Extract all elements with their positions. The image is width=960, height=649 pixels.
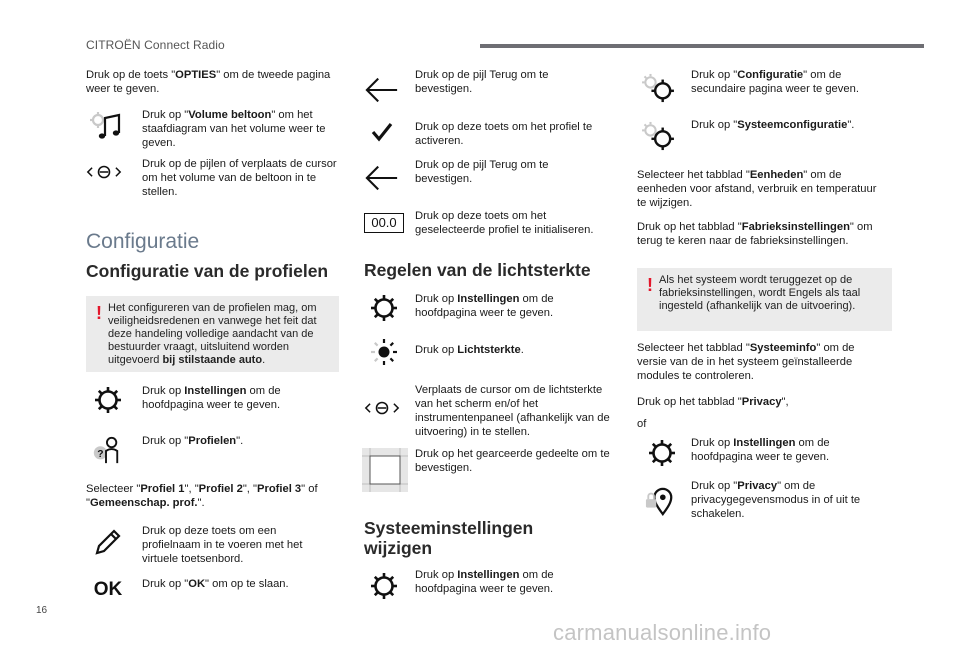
cursor-arrows-icon — [364, 392, 400, 424]
warning-note-text: Als het systeem wordt teruggezet op de fabrieksinstellingen, wordt Engels als taal ingesteld (afhankelijk van de uitvoering). — [659, 274, 861, 312]
ok-step-text: Druk op "OK" om op te slaan. — [142, 578, 289, 590]
back-arrow-icon — [364, 74, 400, 106]
back-confirm-text-2: Druk op de pijl Terug om te bevestigen. — [415, 159, 549, 185]
settings-gear-icon — [366, 570, 402, 602]
privacy-settings-text: Druk op Instellingen om de hoofdpagina weer te geven. — [691, 437, 830, 463]
or-text: of — [637, 418, 647, 430]
configuration-step-text: Druk op "Configuratie" om de secundaire pagina weer te geven. — [691, 69, 859, 95]
system-configuration-text: Druk op "Systeemconfiguratie". — [691, 119, 855, 131]
warning-mark-icon: ! — [647, 275, 653, 295]
subsection-title-brightness: Regelen van de lichtsterkte — [364, 260, 591, 280]
select-profile-text: Selecteer "Profiel 1", "Profiel 2", "Profiel 3" of "Gemeenschap. prof.". — [86, 483, 318, 509]
brightness-settings-text: Druk op Instellingen om de hoofdpagina weer te geven. — [415, 293, 554, 319]
activate-profile-text: Druk op deze toets om het profiel te activeren. — [415, 121, 593, 147]
svg-text:?: ? — [97, 449, 104, 461]
privacy-tab-text: Druk op het tabblad "Privacy", — [637, 396, 789, 408]
configuration-gears-icon — [640, 72, 676, 104]
ringtone-cursor-text: Druk op de pijlen of verplaats de cursor om het volume van de beltoon in te stellen. — [142, 158, 337, 198]
reset-button-icon: 00.0 — [364, 213, 404, 233]
cursor-arrows-icon — [86, 156, 122, 188]
factory-settings-text: Druk op het tabblad "Fabrieksinstellingen" om terug te keren naar de fabrieksinstellingen. — [637, 221, 873, 247]
warning-note-factory — [637, 268, 892, 331]
settings-step-text: Druk op Instellingen om de hoofdpagina weer te geven. — [142, 385, 281, 411]
back-confirm-text-1: Druk op de pijl Terug om te bevestigen. — [415, 69, 549, 95]
warning-mark-icon: ! — [96, 303, 102, 323]
ringtone-volume-text: Druk op "Volume beltoon" om het staafdiagram van het volume weer te geven. — [142, 109, 326, 149]
header-divider-bar — [480, 44, 924, 48]
subsection-title-profiles: Configuratie van de profielen — [86, 261, 329, 281]
options-intro-text: Druk op de toets "OPTIES" om de tweede pagina weer te geven. — [86, 69, 331, 95]
ok-button-icon: OK — [93, 579, 123, 601]
hatched-area-icon — [362, 448, 408, 492]
brightness-icon — [366, 336, 402, 368]
checkmark-icon — [364, 116, 400, 148]
hatched-confirm-text: Druk op het gearceerde gedeelte om te bevestigen. — [415, 448, 610, 474]
brightness-cursor-text: Verplaats de cursor om de lichtsterkte van het scherm en/of het instrumentenpaneel (afhankelijk van de uitvoering) in te stellen. — [415, 384, 610, 438]
warning-note-profiles — [86, 296, 339, 372]
settings-gear-icon — [90, 384, 126, 416]
profiles-step-text: Druk op "Profielen". — [142, 435, 244, 447]
configuration-gears-icon — [640, 120, 676, 152]
subsection-title-system: Systeeminstellingen wijzigen — [364, 518, 534, 558]
page-number: 16 — [36, 605, 48, 616]
reset-profile-text: Druk op deze toets om het geselecteerde profiel te initialiseren. — [415, 210, 594, 236]
system-settings-text: Druk op Instellingen om de hoofdpagina weer te geven. — [415, 569, 554, 595]
pencil-edit-icon — [90, 526, 126, 558]
profile-name-text: Druk op deze toets om een profielnaam in te voeren met het virtuele toetsenbord. — [142, 525, 303, 565]
privacy-mode-text: Druk op "Privacy" om de privacygegevensmodus in of uit te schakelen. — [691, 480, 861, 520]
settings-gear-icon — [644, 437, 680, 469]
privacy-location-icon — [642, 485, 678, 517]
settings-gear-icon — [366, 292, 402, 324]
watermark-text: carmanualsonline.info — [553, 620, 772, 645]
profile-icon — [88, 434, 124, 466]
ringtone-settings-icon — [88, 110, 124, 142]
units-tab-text: Selecteer het tabblad "Eenheden" om de eenheden voor afstand, verbruik en temperatuur te wijzigen. — [637, 169, 877, 209]
system-info-text: Selecteer het tabblad "Systeeminfo" om de versie van de in het systeem geïnstalleerde modules te controleren. — [637, 342, 855, 382]
manual-header-title: CITROËN Connect Radio — [86, 38, 225, 52]
brightness-step-text: Druk op Lichtsterkte. — [415, 344, 524, 356]
back-arrow-icon — [364, 162, 400, 194]
section-title-configuratie: Configuratie — [86, 230, 200, 253]
warning-note-text: Het configureren van de profielen mag, om veiligheidsredenen en vanwege het feit dat deze handeling volledige aandacht van de bestuurder vraagt, uitsluitend worden uitgevoerd bij stilstaande auto. — [108, 302, 317, 366]
